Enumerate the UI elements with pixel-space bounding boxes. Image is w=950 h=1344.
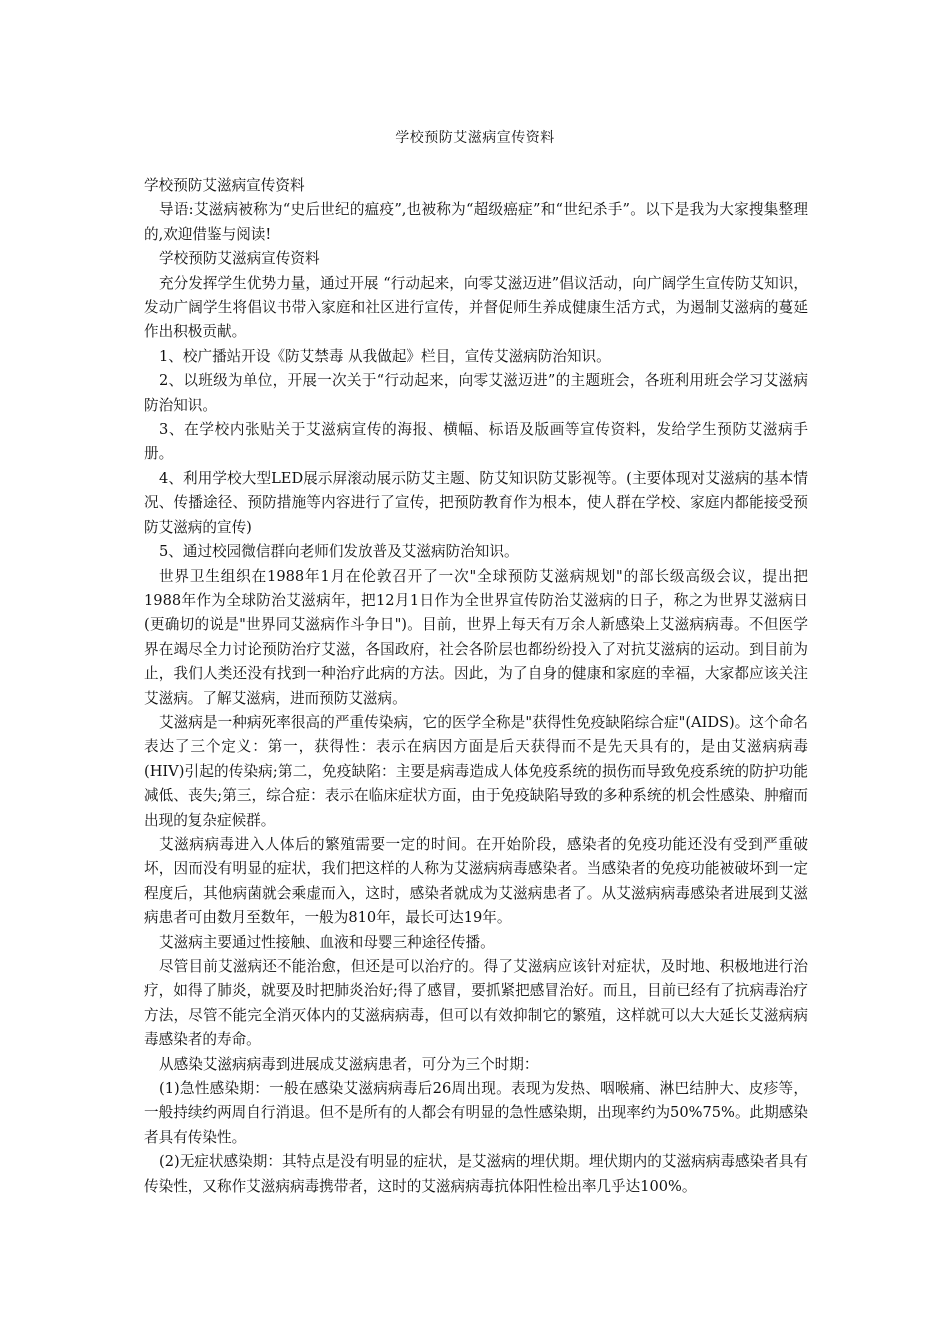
- document-body: [144, 174, 808, 1199]
- paragraph-stage-1: (1)急性感染期：一般在感染艾滋病病毒后26周出现。表现为发热、咽喉痛、淋巴结肿大、皮疹等，一般持续约两周自行消退。但不是所有的人都会有明显的急性感染期，出现率约为50%75%。此期感染者具有传染性。: [144, 1080, 808, 1146]
- paragraph-transmission: 艾滋病主要通过性接触、血液和母婴三种途径传播。: [159, 933, 495, 951]
- list-item-2: 2、以班级为单位，开展一次关于“行动起来，向零艾滋迈进”的主题班会，各班利用班会学习艾滋病防治知识。: [144, 372, 808, 414]
- list-item-1: 1、校广播站开设《防艾禁毒 从我做起》栏目，宣传艾滋病防治知识。: [159, 347, 611, 365]
- paragraph-treatment: 尽管目前艾滋病还不能治愈，但还是可以治疗的。得了艾滋病应该针对症状，及时地、积极地进行治疗，如得了肺炎，就要及时把肺炎治好;得了感冒，要抓紧把感冒治好。而且，目前已经有了抗病毒治疗方法，尽管不能完全消灭体内的艾滋病病毒，但可以有效抑制它的繁殖，这样就可以大大延长艾滋病病毒感染者的寿命。: [144, 958, 808, 1049]
- paragraph-virus-progression: 艾滋病病毒进入人体后的繁殖需要一定的时间。在开始阶段，感染者的免疫功能还没有受到严重破坏，因而没有明显的症状，我们把这样的人称为艾滋病病毒感染者。当感染者的免疫功能被破坏到一定程度后，其他病菌就会乘虚而入，这时，感染者就成为艾滋病患者了。从艾滋病病毒感染者进展到艾滋病患者可由数月至数年，一般为810年，最长可达19年。: [144, 835, 808, 927]
- paragraph-stage-2: (2)无症状感染期：其特点是没有明显的症状，是艾滋病的埋伏期。埋伏期内的艾滋病病毒感染者具有传染性，又称作艾滋病病毒携带者，这时的艾滋病病毒抗体阳性检出率几乎达100%。: [144, 1153, 808, 1195]
- document-title: 学校预防艾滋病宣传资料: [395, 130, 555, 146]
- paragraph-three-stages: 从感染艾滋病病毒到进展成艾滋病患者，可分为三个时期：: [159, 1055, 539, 1073]
- paragraph-world-aids-day: 世界卫生组织在1988年1月在伦敦召开了一次"全球预防艾滋病规划"的部长级高级会议，提出把1988年作为全球防治艾滋病年，把12月1日作为全世界宣传防治艾滋病的日子，称之为世界艾滋病日(更确切的说是"世界同艾滋病作斗争日")。目前，世界上每天有万余人新感染上艾滋病病毒。不但医学界在竭尽全力讨论预防治疗艾滋，各国政府，社会各阶层也都纷纷投入了对抗艾滋病的运动。到目前为止，我们人类还没有找到一种治疗此病的方法。因此，为了自身的健康和家庭的幸福，大家都应该关注艾滋病。了解艾滋病，进而预防艾滋病。: [144, 567, 808, 707]
- list-item-3: 3、在学校内张贴关于艾滋病宣传的海报、横幅、标语及版画等宣传资料，发给学生预防艾滋病手册。: [144, 421, 808, 463]
- paragraph-subheading: 学校预防艾滋病宣传资料: [159, 250, 320, 268]
- paragraph-activity: 充分发挥学生优势力量，通过开展 “行动起来，向零艾滋迈进”倡议活动，向广阔学生宣传防艾知识，发动广阔学生将倡议书带入家庭和社区进行宣传，并督促师生养成健康生活方式，为遏制艾滋病的蔓延作出积极贡献。: [144, 274, 808, 341]
- paragraph-aids-definition: 艾滋病是一种病死率很高的严重传染病，它的医学全称是"获得性免疫缺陷综合症"(AIDS)。这个命名表达了三个定义：第一，获得性：表示在病因方面是后天获得而不是先天具有的，是由艾滋病病毒(HIV)引起的传染病;第二，免疫缺陷：主要是病毒造成人体免疫系统的损伤而导致免疫系统的防护功能减低、丧失;第三，综合症：表示在临床症状方面，由于免疫缺陷导致的多种系统的机会性感染、肿瘤而出现的复杂症候群。: [144, 713, 808, 829]
- list-item-4: 4、利用学校大型LED展示屏滚动展示防艾主题、防艾知识防艾影视等。(主要体现对艾滋病的基本情况、传播途径、预防措施等内容进行了宣传，把预防教育作为根本，使人群在学校、家庭内都能接受预防艾滋病的宣传): [144, 469, 808, 536]
- paragraph-intro: 导语:艾滋病被称为“史后世纪的瘟疫”,也被称为“超级癌症”和“世纪杀手”。以下是我为大家搜集整理的,欢迎借鉴与阅读!: [144, 201, 808, 243]
- body-heading: 学校预防艾滋病宣传资料: [144, 177, 305, 194]
- list-item-5: 5、通过校园微信群向老师们发放普及艾滋病防治知识。: [159, 543, 519, 561]
